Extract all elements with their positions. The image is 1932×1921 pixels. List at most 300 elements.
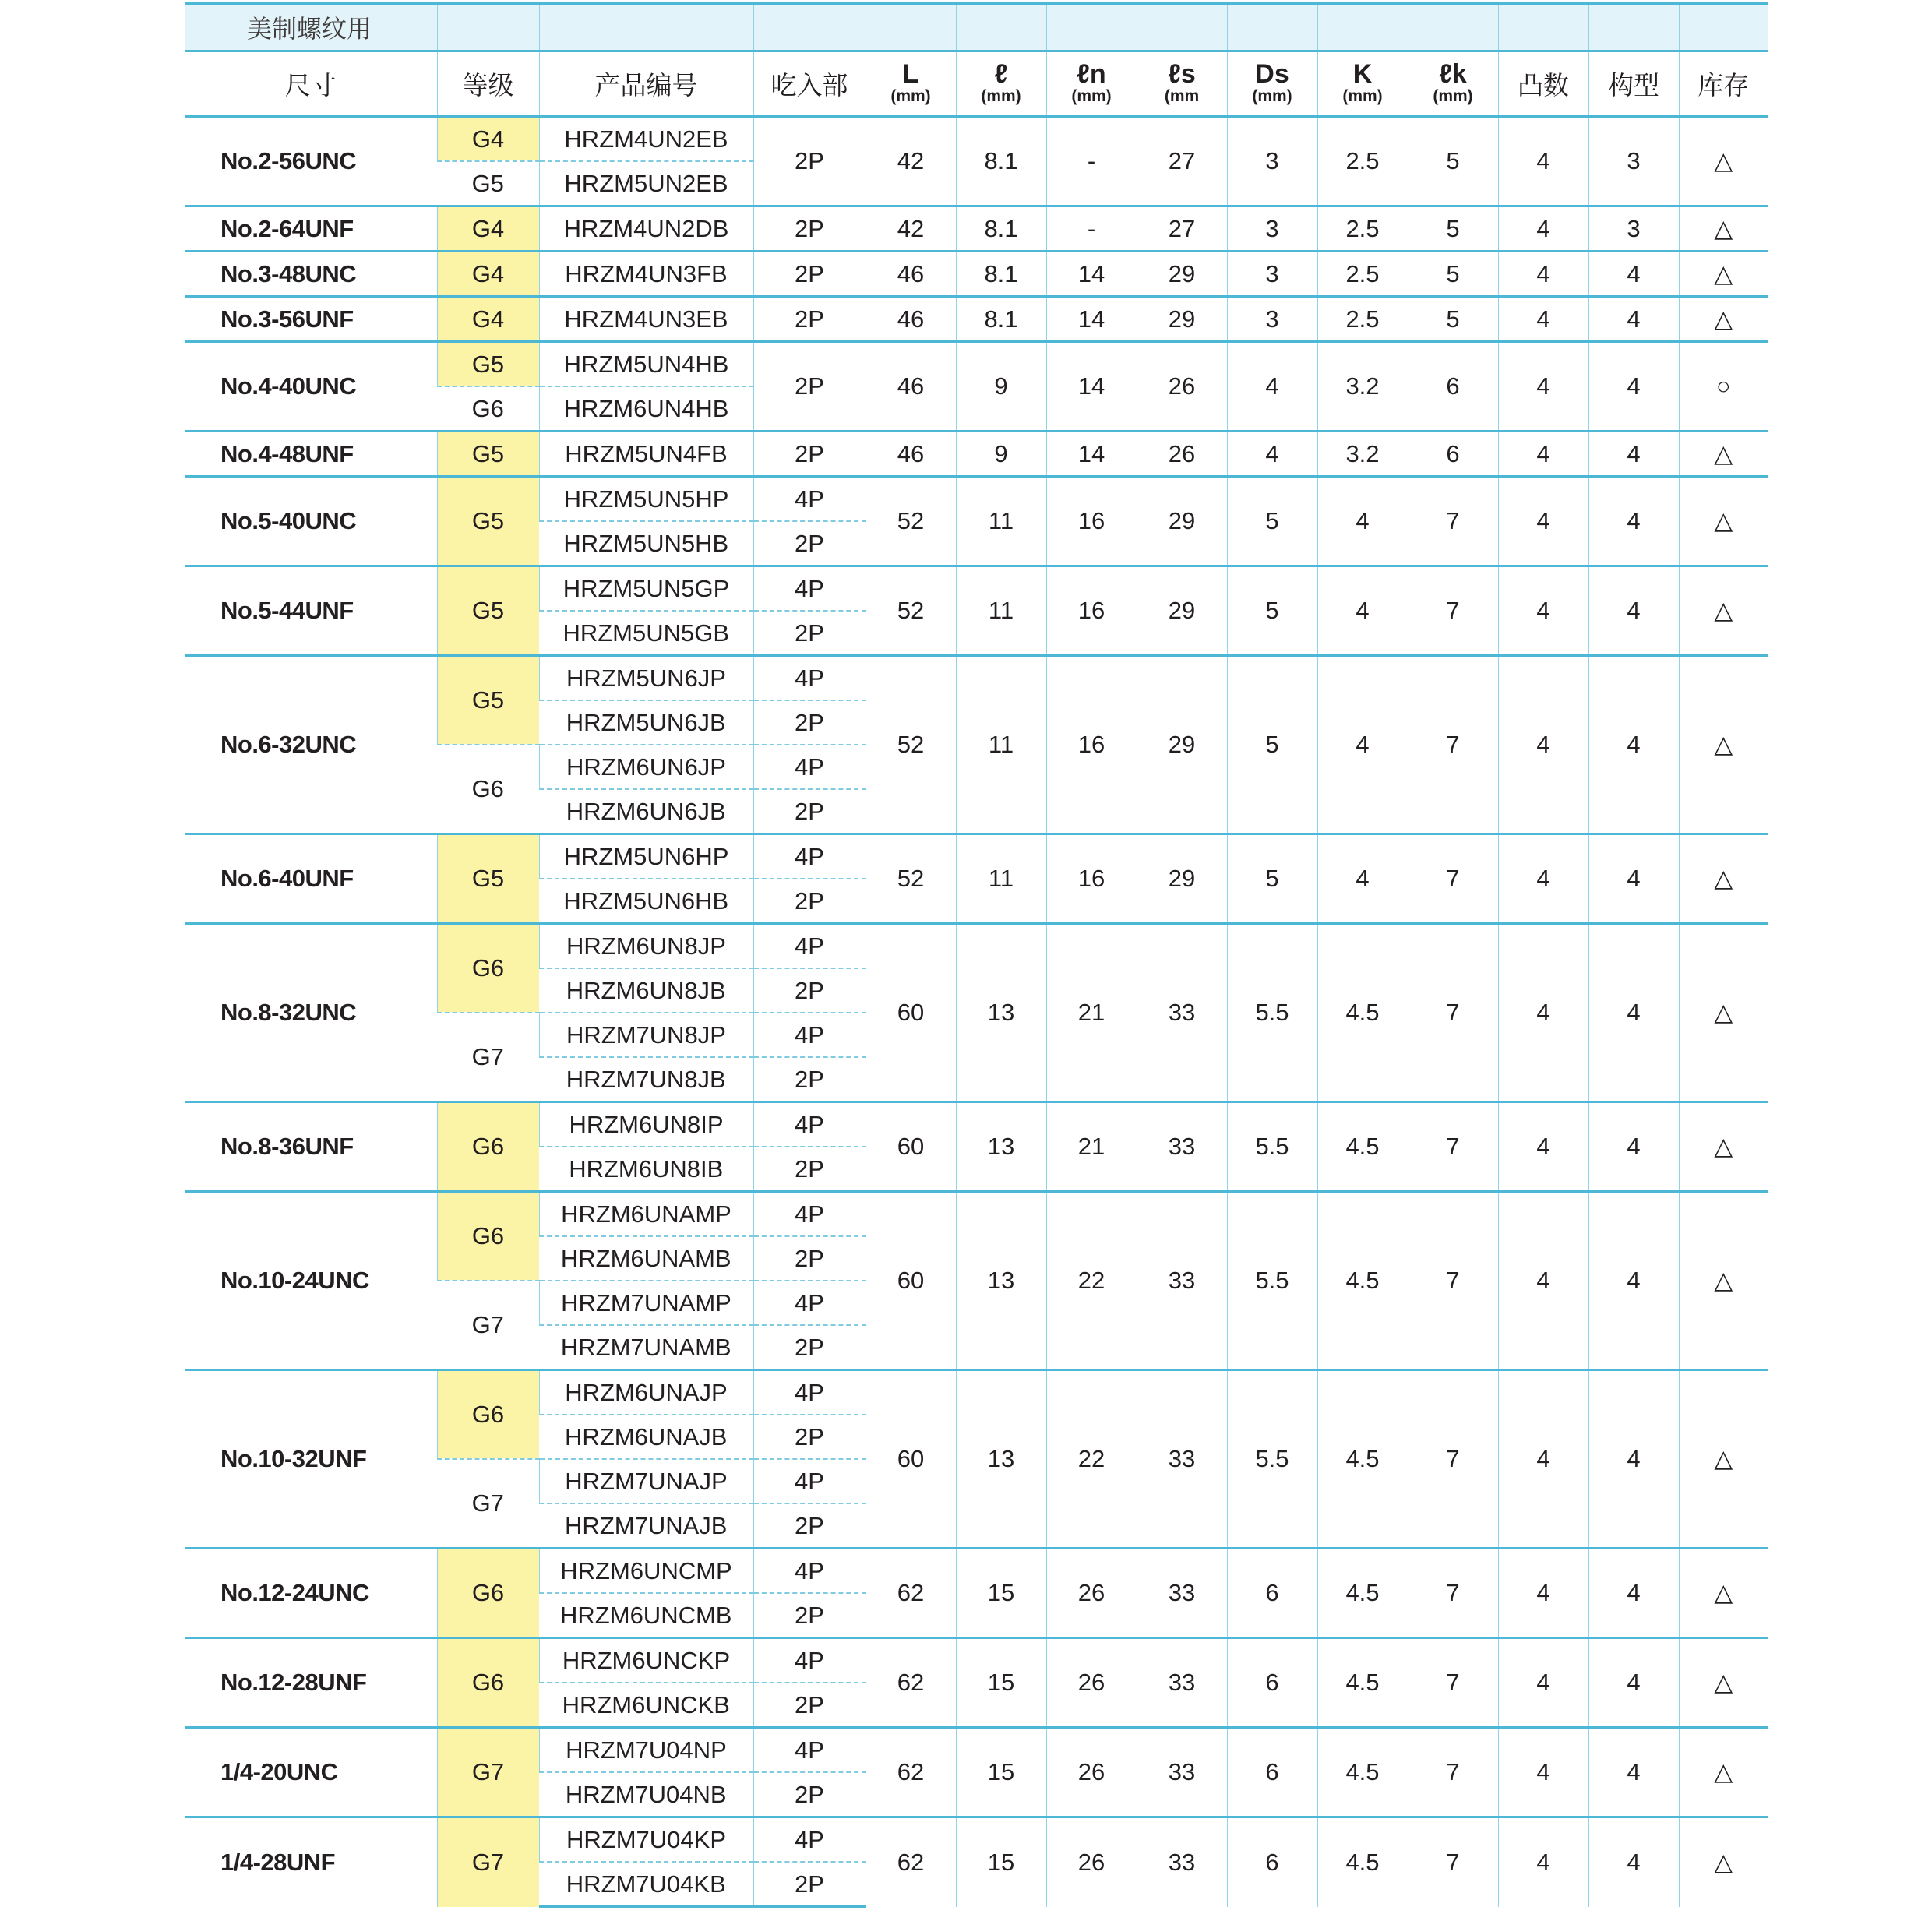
value-cell-l: 13 — [956, 1370, 1046, 1549]
product-code-cell: HRZM6UN8IB — [539, 1147, 753, 1192]
value-cell-L: 52 — [866, 656, 956, 834]
value-cell-type: 4 — [1588, 1102, 1679, 1192]
value-cell-L: 46 — [866, 342, 956, 432]
size-group — [185, 924, 1768, 1102]
value-cell-L: 62 — [866, 1549, 956, 1638]
insert-cell: 2P — [753, 1772, 866, 1817]
value-cell-l: 13 — [956, 924, 1046, 1102]
size-group — [185, 656, 1768, 834]
value-cell-l: 8.1 — [956, 116, 1046, 206]
grade-cell: G7 — [437, 1281, 539, 1370]
value-cell-lk: 5 — [1408, 252, 1498, 297]
insert-cell: 2P — [753, 611, 866, 656]
size-group — [185, 1370, 1768, 1549]
value-cell-K: 2.5 — [1317, 116, 1408, 206]
product-code-cell: HRZM6UN4HB — [539, 386, 753, 432]
product-code-cell: HRZM6UN8JP — [539, 924, 753, 969]
insert-cell: 2P — [753, 1147, 866, 1192]
header-lk-symbol: ℓk — [1439, 59, 1467, 89]
value-cell-type: 4 — [1588, 1817, 1679, 1907]
size-cell: No.3-48UNC — [185, 252, 437, 297]
value-cell-flutes: 4 — [1498, 1638, 1588, 1728]
product-code-cell: HRZM6UN6JP — [539, 745, 753, 789]
header-type: 构型 — [1588, 51, 1679, 117]
table-row — [185, 566, 1768, 612]
product-code-cell: HRZM7UNAMB — [539, 1325, 753, 1370]
product-code-cell: HRZM4UN3EB — [539, 297, 753, 342]
value-cell-ln: 14 — [1046, 432, 1137, 477]
value-cell-ls: 33 — [1137, 1370, 1227, 1549]
header-lk-unit: (mm) — [1433, 87, 1473, 105]
header-L-unit: (mm) — [890, 87, 931, 105]
value-cell-l: 11 — [956, 566, 1046, 656]
header-ls-symbol: ℓs — [1168, 59, 1196, 89]
stock-cell: △ — [1679, 1549, 1768, 1638]
stock-cell: △ — [1679, 1370, 1768, 1549]
stock-cell: △ — [1679, 1817, 1768, 1907]
product-code-cell: HRZM4UN3FB — [539, 252, 753, 297]
size-cell: No.10-32UNF — [185, 1370, 437, 1549]
product-code-cell: HRZM7U04NB — [539, 1772, 753, 1817]
value-cell-ln: 26 — [1046, 1638, 1137, 1728]
product-code-cell: HRZM4UN2EB — [539, 116, 753, 161]
value-cell-Ds: 5 — [1227, 834, 1317, 924]
value-cell-ls: 33 — [1137, 924, 1227, 1102]
insert-cell: 4P — [753, 566, 866, 612]
header-l-unit: (mm) — [981, 87, 1021, 105]
value-cell-l: 15 — [956, 1728, 1046, 1817]
value-cell-K: 4.5 — [1317, 1817, 1408, 1907]
size-group — [185, 1102, 1768, 1192]
grade-cell: G6 — [437, 1192, 539, 1281]
size-cell: No.6-32UNC — [185, 656, 437, 834]
size-cell: No.4-40UNC — [185, 342, 437, 432]
product-code-cell: HRZM7U04KB — [539, 1862, 753, 1907]
stock-cell: △ — [1679, 432, 1768, 477]
product-code-cell: HRZM6UNAJB — [539, 1415, 753, 1459]
value-cell-l: 13 — [956, 1192, 1046, 1370]
table-row — [185, 1192, 1768, 1237]
value-cell-L: 62 — [866, 1638, 956, 1728]
grade-cell: G4 — [437, 206, 539, 252]
stock-cell: △ — [1679, 206, 1768, 252]
value-cell-lk: 7 — [1408, 1192, 1498, 1370]
size-cell: No.5-44UNF — [185, 566, 437, 656]
product-code-cell: HRZM7UNAMP — [539, 1281, 753, 1325]
size-group — [185, 297, 1768, 342]
value-cell-l: 15 — [956, 1817, 1046, 1907]
value-cell-lk: 7 — [1408, 1102, 1498, 1192]
value-cell-lk: 6 — [1408, 432, 1498, 477]
value-cell-K: 4.5 — [1317, 1549, 1408, 1638]
size-group — [185, 834, 1768, 924]
insert-cell: 2P — [753, 116, 866, 206]
insert-cell: 2P — [753, 1683, 866, 1728]
grade-cell: G6 — [437, 924, 539, 1013]
caption-blank — [539, 4, 753, 51]
size-group — [185, 1549, 1768, 1638]
product-code-cell: HRZM5UN2EB — [539, 161, 753, 206]
header-ln — [1046, 51, 1137, 117]
value-cell-L: 46 — [866, 432, 956, 477]
value-cell-K: 4 — [1317, 834, 1408, 924]
value-cell-K: 4.5 — [1317, 924, 1408, 1102]
stock-cell: △ — [1679, 116, 1768, 206]
size-cell: No.2-56UNC — [185, 116, 437, 206]
value-cell-ln: 26 — [1046, 1728, 1137, 1817]
value-cell-ls: 33 — [1137, 1638, 1227, 1728]
value-cell-type: 3 — [1588, 206, 1679, 252]
table-row — [185, 206, 1768, 252]
product-code-cell: HRZM6UNCKP — [539, 1638, 753, 1683]
value-cell-ls: 26 — [1137, 342, 1227, 432]
insert-cell: 2P — [753, 342, 866, 432]
insert-cell: 4P — [753, 1549, 866, 1594]
product-code-cell: HRZM7U04NP — [539, 1728, 753, 1773]
value-cell-ln: 21 — [1046, 1102, 1137, 1192]
caption-blank — [1046, 4, 1137, 51]
caption-blank — [1588, 4, 1679, 51]
value-cell-flutes: 4 — [1498, 1549, 1588, 1638]
value-cell-Ds: 5.5 — [1227, 1192, 1317, 1370]
header-Ds-unit: (mm) — [1252, 87, 1292, 105]
insert-cell: 2P — [753, 1503, 866, 1549]
value-cell-lk: 7 — [1408, 656, 1498, 834]
value-cell-flutes: 4 — [1498, 1370, 1588, 1549]
value-cell-type: 4 — [1588, 924, 1679, 1102]
grade-cell: G7 — [437, 1013, 539, 1102]
stock-cell: △ — [1679, 477, 1768, 566]
value-cell-lk: 7 — [1408, 1549, 1498, 1638]
value-cell-flutes: 4 — [1498, 924, 1588, 1102]
value-cell-K: 2.5 — [1317, 252, 1408, 297]
grade-cell: G5 — [437, 342, 539, 387]
value-cell-type: 4 — [1588, 432, 1679, 477]
header-L — [866, 51, 956, 117]
value-cell-K: 2.5 — [1317, 297, 1408, 342]
size-group — [185, 566, 1768, 656]
value-cell-ls: 29 — [1137, 834, 1227, 924]
value-cell-l: 11 — [956, 834, 1046, 924]
value-cell-l: 8.1 — [956, 206, 1046, 252]
table-caption: 美制螺纹用 — [185, 4, 437, 51]
size-group — [185, 342, 1768, 432]
header-size: 尺寸 — [185, 51, 437, 117]
value-cell-flutes: 4 — [1498, 1728, 1588, 1817]
value-cell-Ds: 5 — [1227, 477, 1317, 566]
grade-cell: G5 — [437, 834, 539, 924]
table-row — [185, 342, 1768, 387]
value-cell-Ds: 3 — [1227, 116, 1317, 206]
spec-table — [185, 2, 1768, 1908]
insert-cell: 2P — [753, 1415, 866, 1459]
table-row — [185, 297, 1768, 342]
value-cell-L: 52 — [866, 477, 956, 566]
size-cell: No.3-56UNF — [185, 297, 437, 342]
value-cell-lk: 5 — [1408, 116, 1498, 206]
header-ln-unit: (mm) — [1071, 87, 1112, 105]
grade-cell: G5 — [437, 161, 539, 206]
insert-cell: 4P — [753, 477, 866, 522]
value-cell-L: 52 — [866, 834, 956, 924]
stock-cell: △ — [1679, 1638, 1768, 1728]
insert-cell: 2P — [753, 297, 866, 342]
caption-blank — [1137, 4, 1227, 51]
insert-cell: 4P — [753, 834, 866, 879]
product-code-cell: HRZM5UN5GB — [539, 611, 753, 656]
value-cell-type: 4 — [1588, 477, 1679, 566]
value-cell-K: 4 — [1317, 477, 1408, 566]
size-cell: No.5-40UNC — [185, 477, 437, 566]
grade-cell: G5 — [437, 566, 539, 656]
size-group — [185, 252, 1768, 297]
header-Ds — [1227, 51, 1317, 117]
grade-cell: G6 — [437, 1102, 539, 1192]
product-code-cell: HRZM6UNCMB — [539, 1593, 753, 1638]
header-insert: 吃入部 — [753, 51, 866, 117]
insert-cell: 4P — [753, 1728, 866, 1773]
value-cell-K: 3.2 — [1317, 342, 1408, 432]
insert-cell: 4P — [753, 1013, 866, 1057]
header-lk — [1408, 51, 1498, 117]
value-cell-ls: 33 — [1137, 1192, 1227, 1370]
grade-cell: G4 — [437, 297, 539, 342]
insert-cell: 4P — [753, 924, 866, 969]
size-cell: No.2-64UNF — [185, 206, 437, 252]
grade-cell: G6 — [437, 1549, 539, 1638]
product-code-cell: HRZM6UN8JB — [539, 968, 753, 1013]
value-cell-Ds: 5.5 — [1227, 1370, 1317, 1549]
value-cell-K: 4 — [1317, 566, 1408, 656]
value-cell-ln: 14 — [1046, 342, 1137, 432]
value-cell-L: 60 — [866, 924, 956, 1102]
value-cell-type: 4 — [1588, 1549, 1679, 1638]
value-cell-L: 42 — [866, 116, 956, 206]
insert-cell: 2P — [753, 521, 866, 566]
product-code-cell: HRZM5UN4HB — [539, 342, 753, 387]
value-cell-Ds: 5 — [1227, 566, 1317, 656]
value-cell-ln: - — [1046, 206, 1137, 252]
value-cell-K: 4.5 — [1317, 1102, 1408, 1192]
value-cell-lk: 7 — [1408, 477, 1498, 566]
size-group — [185, 432, 1768, 477]
product-code-cell: HRZM5UN6HP — [539, 834, 753, 879]
value-cell-L: 42 — [866, 206, 956, 252]
caption-blank — [1317, 4, 1408, 51]
product-code-cell: HRZM6UN6JB — [539, 789, 753, 834]
table-row — [185, 477, 1768, 522]
value-cell-type: 4 — [1588, 566, 1679, 656]
product-code-cell: HRZM6UNCKB — [539, 1683, 753, 1728]
stock-cell: △ — [1679, 252, 1768, 297]
value-cell-ln: 22 — [1046, 1192, 1137, 1370]
value-cell-Ds: 5.5 — [1227, 1102, 1317, 1192]
product-code-cell: HRZM5UN5HP — [539, 477, 753, 522]
value-cell-L: 62 — [866, 1817, 956, 1907]
grade-cell: G4 — [437, 252, 539, 297]
header-l — [956, 51, 1046, 117]
value-cell-ln: 22 — [1046, 1370, 1137, 1549]
value-cell-l: 13 — [956, 1102, 1046, 1192]
table-row — [185, 1370, 1768, 1415]
value-cell-type: 4 — [1588, 1728, 1679, 1817]
value-cell-Ds: 4 — [1227, 342, 1317, 432]
size-group — [185, 206, 1768, 252]
table-row — [185, 252, 1768, 297]
grade-cell: G5 — [437, 477, 539, 566]
grade-cell: G6 — [437, 1370, 539, 1460]
value-cell-L: 52 — [866, 566, 956, 656]
stock-cell: △ — [1679, 1192, 1768, 1370]
size-group — [185, 1192, 1768, 1370]
caption-row — [185, 4, 1768, 51]
grade-cell: G5 — [437, 432, 539, 477]
value-cell-flutes: 4 — [1498, 116, 1588, 206]
table-row — [185, 1638, 1768, 1683]
header-product-code: 产品编号 — [539, 51, 753, 117]
value-cell-ls: 29 — [1137, 566, 1227, 656]
size-cell: 1/4-28UNF — [185, 1817, 437, 1907]
insert-cell: 2P — [753, 700, 866, 745]
table-row — [185, 656, 1768, 701]
value-cell-lk: 7 — [1408, 924, 1498, 1102]
insert-cell: 4P — [753, 1281, 866, 1325]
value-cell-lk: 7 — [1408, 566, 1498, 656]
value-cell-ln: 16 — [1046, 834, 1137, 924]
size-cell: No.10-24UNC — [185, 1192, 437, 1370]
value-cell-flutes: 4 — [1498, 834, 1588, 924]
size-group — [185, 1728, 1768, 1817]
product-code-cell: HRZM7UN8JB — [539, 1057, 753, 1102]
header-grade: 等级 — [437, 51, 539, 117]
product-code-cell: HRZM6UNAMB — [539, 1236, 753, 1281]
value-cell-ln: - — [1046, 116, 1137, 206]
insert-cell: 2P — [753, 879, 866, 924]
value-cell-Ds: 6 — [1227, 1817, 1317, 1907]
header-row — [185, 51, 1768, 117]
value-cell-ls: 29 — [1137, 252, 1227, 297]
product-code-cell: HRZM6UNCMP — [539, 1549, 753, 1594]
value-cell-ls: 29 — [1137, 477, 1227, 566]
grade-cell: G4 — [437, 116, 539, 161]
value-cell-flutes: 4 — [1498, 432, 1588, 477]
size-cell: No.6-40UNF — [185, 834, 437, 924]
value-cell-ls: 33 — [1137, 1817, 1227, 1907]
value-cell-ls: 33 — [1137, 1102, 1227, 1192]
product-code-cell: HRZM5UN6JP — [539, 656, 753, 701]
value-cell-Ds: 3 — [1227, 297, 1317, 342]
value-cell-lk: 7 — [1408, 1638, 1498, 1728]
value-cell-type: 4 — [1588, 297, 1679, 342]
insert-cell: 2P — [753, 206, 866, 252]
insert-cell: 2P — [753, 1236, 866, 1281]
header-K-symbol: K — [1352, 59, 1373, 89]
value-cell-flutes: 4 — [1498, 477, 1588, 566]
product-code-cell: HRZM5UN6HB — [539, 879, 753, 924]
value-cell-ln: 16 — [1046, 477, 1137, 566]
value-cell-L: 46 — [866, 297, 956, 342]
caption-blank — [866, 4, 956, 51]
value-cell-ln: 14 — [1046, 252, 1137, 297]
insert-cell: 4P — [753, 1638, 866, 1683]
value-cell-flutes: 4 — [1498, 1192, 1588, 1370]
value-cell-ln: 16 — [1046, 566, 1137, 656]
header-flutes: 凸数 — [1498, 51, 1588, 117]
value-cell-L: 60 — [866, 1192, 956, 1370]
size-cell: 1/4-20UNC — [185, 1728, 437, 1817]
table-row — [185, 1817, 1768, 1863]
product-code-cell: HRZM7UN8JP — [539, 1013, 753, 1057]
grade-cell: G6 — [437, 1638, 539, 1728]
value-cell-flutes: 4 — [1498, 206, 1588, 252]
table-row — [185, 924, 1768, 969]
value-cell-ln: 21 — [1046, 924, 1137, 1102]
value-cell-ln: 26 — [1046, 1549, 1137, 1638]
value-cell-type: 4 — [1588, 1370, 1679, 1549]
value-cell-lk: 5 — [1408, 297, 1498, 342]
value-cell-type: 4 — [1588, 342, 1679, 432]
value-cell-type: 4 — [1588, 1192, 1679, 1370]
insert-cell: 4P — [753, 1459, 866, 1503]
value-cell-lk: 6 — [1408, 342, 1498, 432]
size-group — [185, 477, 1768, 566]
value-cell-Ds: 3 — [1227, 206, 1317, 252]
header-stock: 库存 — [1679, 51, 1768, 117]
value-cell-ls: 27 — [1137, 206, 1227, 252]
insert-cell: 4P — [753, 745, 866, 789]
size-group — [185, 1817, 1768, 1907]
value-cell-l: 8.1 — [956, 297, 1046, 342]
grade-cell: G7 — [437, 1817, 539, 1907]
header-ls — [1137, 51, 1227, 117]
product-code-cell: HRZM4UN2DB — [539, 206, 753, 252]
value-cell-L: 46 — [866, 252, 956, 297]
header-ls-unit: (mm — [1164, 87, 1200, 105]
value-cell-K: 2.5 — [1317, 206, 1408, 252]
value-cell-flutes: 4 — [1498, 252, 1588, 297]
value-cell-Ds: 4 — [1227, 432, 1317, 477]
caption-blank — [1498, 4, 1588, 51]
size-cell: No.8-36UNF — [185, 1102, 437, 1192]
value-cell-Ds: 6 — [1227, 1728, 1317, 1817]
value-cell-type: 4 — [1588, 252, 1679, 297]
insert-cell: 2P — [753, 252, 866, 297]
insert-cell: 2P — [753, 789, 866, 834]
table-row — [185, 116, 1768, 161]
stock-cell: △ — [1679, 1728, 1768, 1817]
stock-cell: △ — [1679, 566, 1768, 656]
stock-cell: ○ — [1679, 342, 1768, 432]
value-cell-ln: 26 — [1046, 1817, 1137, 1907]
product-code-cell: HRZM6UN8IP — [539, 1102, 753, 1147]
size-group — [185, 116, 1768, 206]
product-code-cell: HRZM6UNAJP — [539, 1370, 753, 1415]
product-code-cell: HRZM5UN6JB — [539, 700, 753, 745]
table-row — [185, 834, 1768, 879]
value-cell-lk: 7 — [1408, 1370, 1498, 1549]
value-cell-K: 3.2 — [1317, 432, 1408, 477]
value-cell-ls: 26 — [1137, 432, 1227, 477]
insert-cell: 2P — [753, 1862, 866, 1907]
size-cell: No.12-28UNF — [185, 1638, 437, 1728]
caption-blank — [437, 4, 539, 51]
stock-cell: △ — [1679, 924, 1768, 1102]
value-cell-lk: 7 — [1408, 1817, 1498, 1907]
insert-cell: 2P — [753, 968, 866, 1013]
product-code-cell: HRZM7UNAJB — [539, 1503, 753, 1549]
grade-cell: G6 — [437, 386, 539, 432]
insert-cell: 2P — [753, 1325, 866, 1370]
